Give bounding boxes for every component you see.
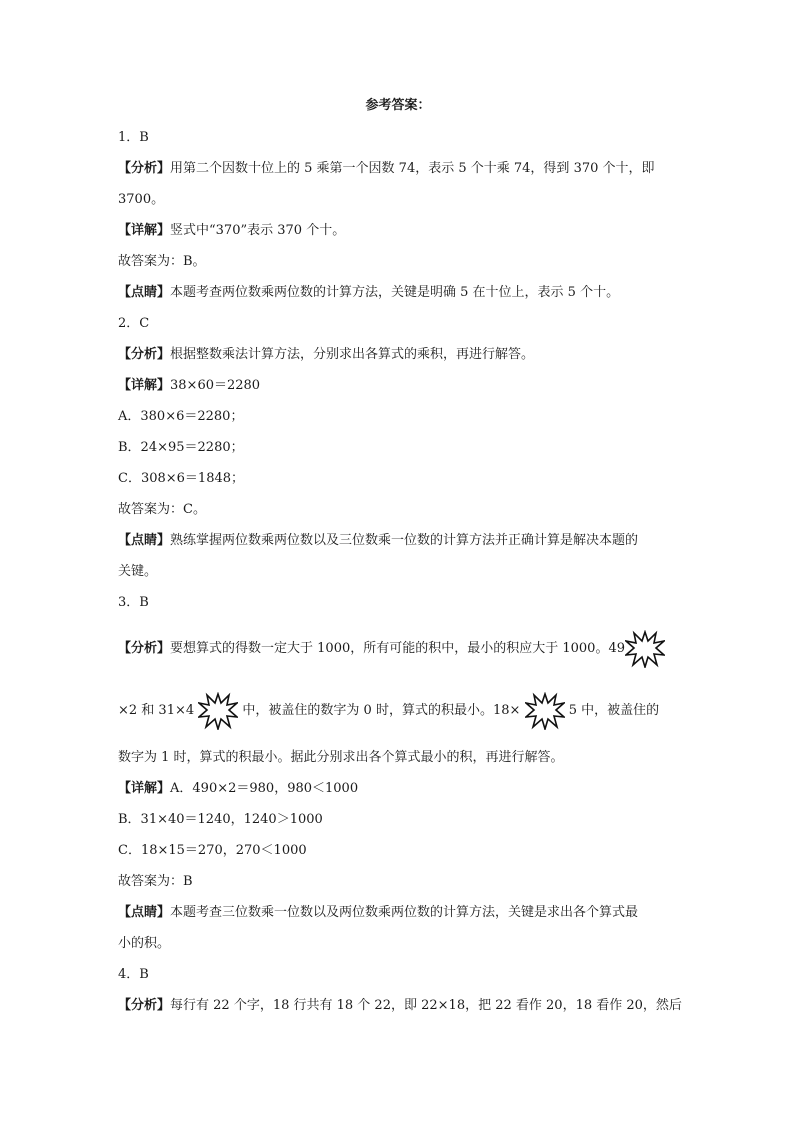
covered-digit-burst-icon (198, 692, 238, 730)
answer-2-comment-cont: 关键。 (118, 564, 158, 579)
section-tag: 【分析】 (118, 347, 171, 362)
answer-3-analysis-end: 数字为 1 时，算式的积最小。据此分别求出各个算式最小的积，再进行解答。 (118, 750, 564, 765)
section-tag: 【详解】 (118, 223, 171, 238)
section-tag: 【分析】 (118, 641, 171, 656)
answer-3-option-c: C．18×15＝270，270＜1000 (118, 843, 307, 858)
answer-3-analysis-text: 【分析】要想算式的得数一定大于 1000，所有可能的积中，最小的积应大于 1000。49 (118, 641, 625, 656)
answer-2-option-c: C．308×6＝1848； (118, 471, 245, 486)
answer-3-text-part1: ×2 和 31×4 (118, 703, 195, 718)
answer-2-number: 2．C (118, 316, 150, 331)
answer-1-comment: 【点睛】本题考查两位数乘两位数的计算方法，关键是明确 5 在十位上，表示 5 个十。 (118, 285, 620, 300)
answer-1-detail: 【详解】竖式中“370”表示 370 个十。 (118, 223, 346, 238)
covered-digit-burst-icon (625, 630, 665, 668)
page-title: 参考答案： (365, 98, 431, 113)
section-tag: 【点睛】 (118, 533, 171, 548)
answer-1-number: 1．B (118, 130, 149, 145)
answer-1-analysis: 【分析】用第二个因数十位上的 5 乘第一个因数 74，表示 5 个十乘 74，得到 370 个十，即 (118, 161, 655, 176)
section-tag: 【分析】 (118, 161, 171, 176)
answer-2-detail: 【详解】38×60＝2280 (118, 378, 261, 393)
section-tag: 【详解】 (118, 378, 171, 393)
answer-4-number: 4．B (118, 967, 149, 982)
answer-3-analysis (118, 618, 678, 680)
section-tag: 【分析】 (118, 998, 171, 1013)
answer-2-comment: 【点睛】熟练掌握两位数乘两位数以及三位数乘一位数的计算方法并正确计算是解决本题的 (118, 533, 639, 548)
answer-3-comment: 【点睛】本题考查三位数乘一位数以及两位数乘两位数的计算方法，关键是求出各个算式最 (118, 905, 639, 920)
answer-3-analysis-cont (118, 680, 678, 742)
answer-3-result: 故答案为：B (118, 874, 193, 889)
section-tag: 【点睛】 (118, 905, 171, 920)
answer-2-analysis: 【分析】根据整数乘法计算方法，分别求出各算式的乘积，再进行解答。 (118, 347, 535, 362)
section-tag: 【详解】 (118, 781, 171, 796)
answer-3-number: 3．B (118, 595, 149, 610)
answer-3-option-b: B．31×40＝1240，1240＞1000 (118, 812, 323, 827)
answer-page (118, 92, 682, 1021)
answer-2-option-b: B．24×95＝2280； (118, 440, 244, 455)
answer-1-analysis-cont: 3700。 (118, 192, 165, 207)
section-tag: 【点睛】 (118, 285, 171, 300)
answer-2-option-a: A．380×6＝2280； (118, 409, 244, 424)
answer-4-analysis: 【分析】每行有 22 个字，18 行共有 18 个 22，即 22×18，把 22 看作 20，18 看作 20，然后 (118, 998, 682, 1013)
answer-3-text-part3: 5 中，被盖住的 (568, 703, 660, 718)
answer-3-detail: 【详解】A．490×2＝980，980＜1000 (118, 781, 359, 796)
covered-digit-burst-icon (525, 692, 565, 730)
answer-2-result: 故答案为：C。 (118, 502, 206, 517)
answer-3-text-part2: 中，被盖住的数字为 0 时，算式的积最小。18× (242, 703, 521, 718)
answer-1-result: 故答案为：B。 (118, 254, 206, 269)
answer-3-comment-cont: 小的积。 (118, 936, 171, 951)
